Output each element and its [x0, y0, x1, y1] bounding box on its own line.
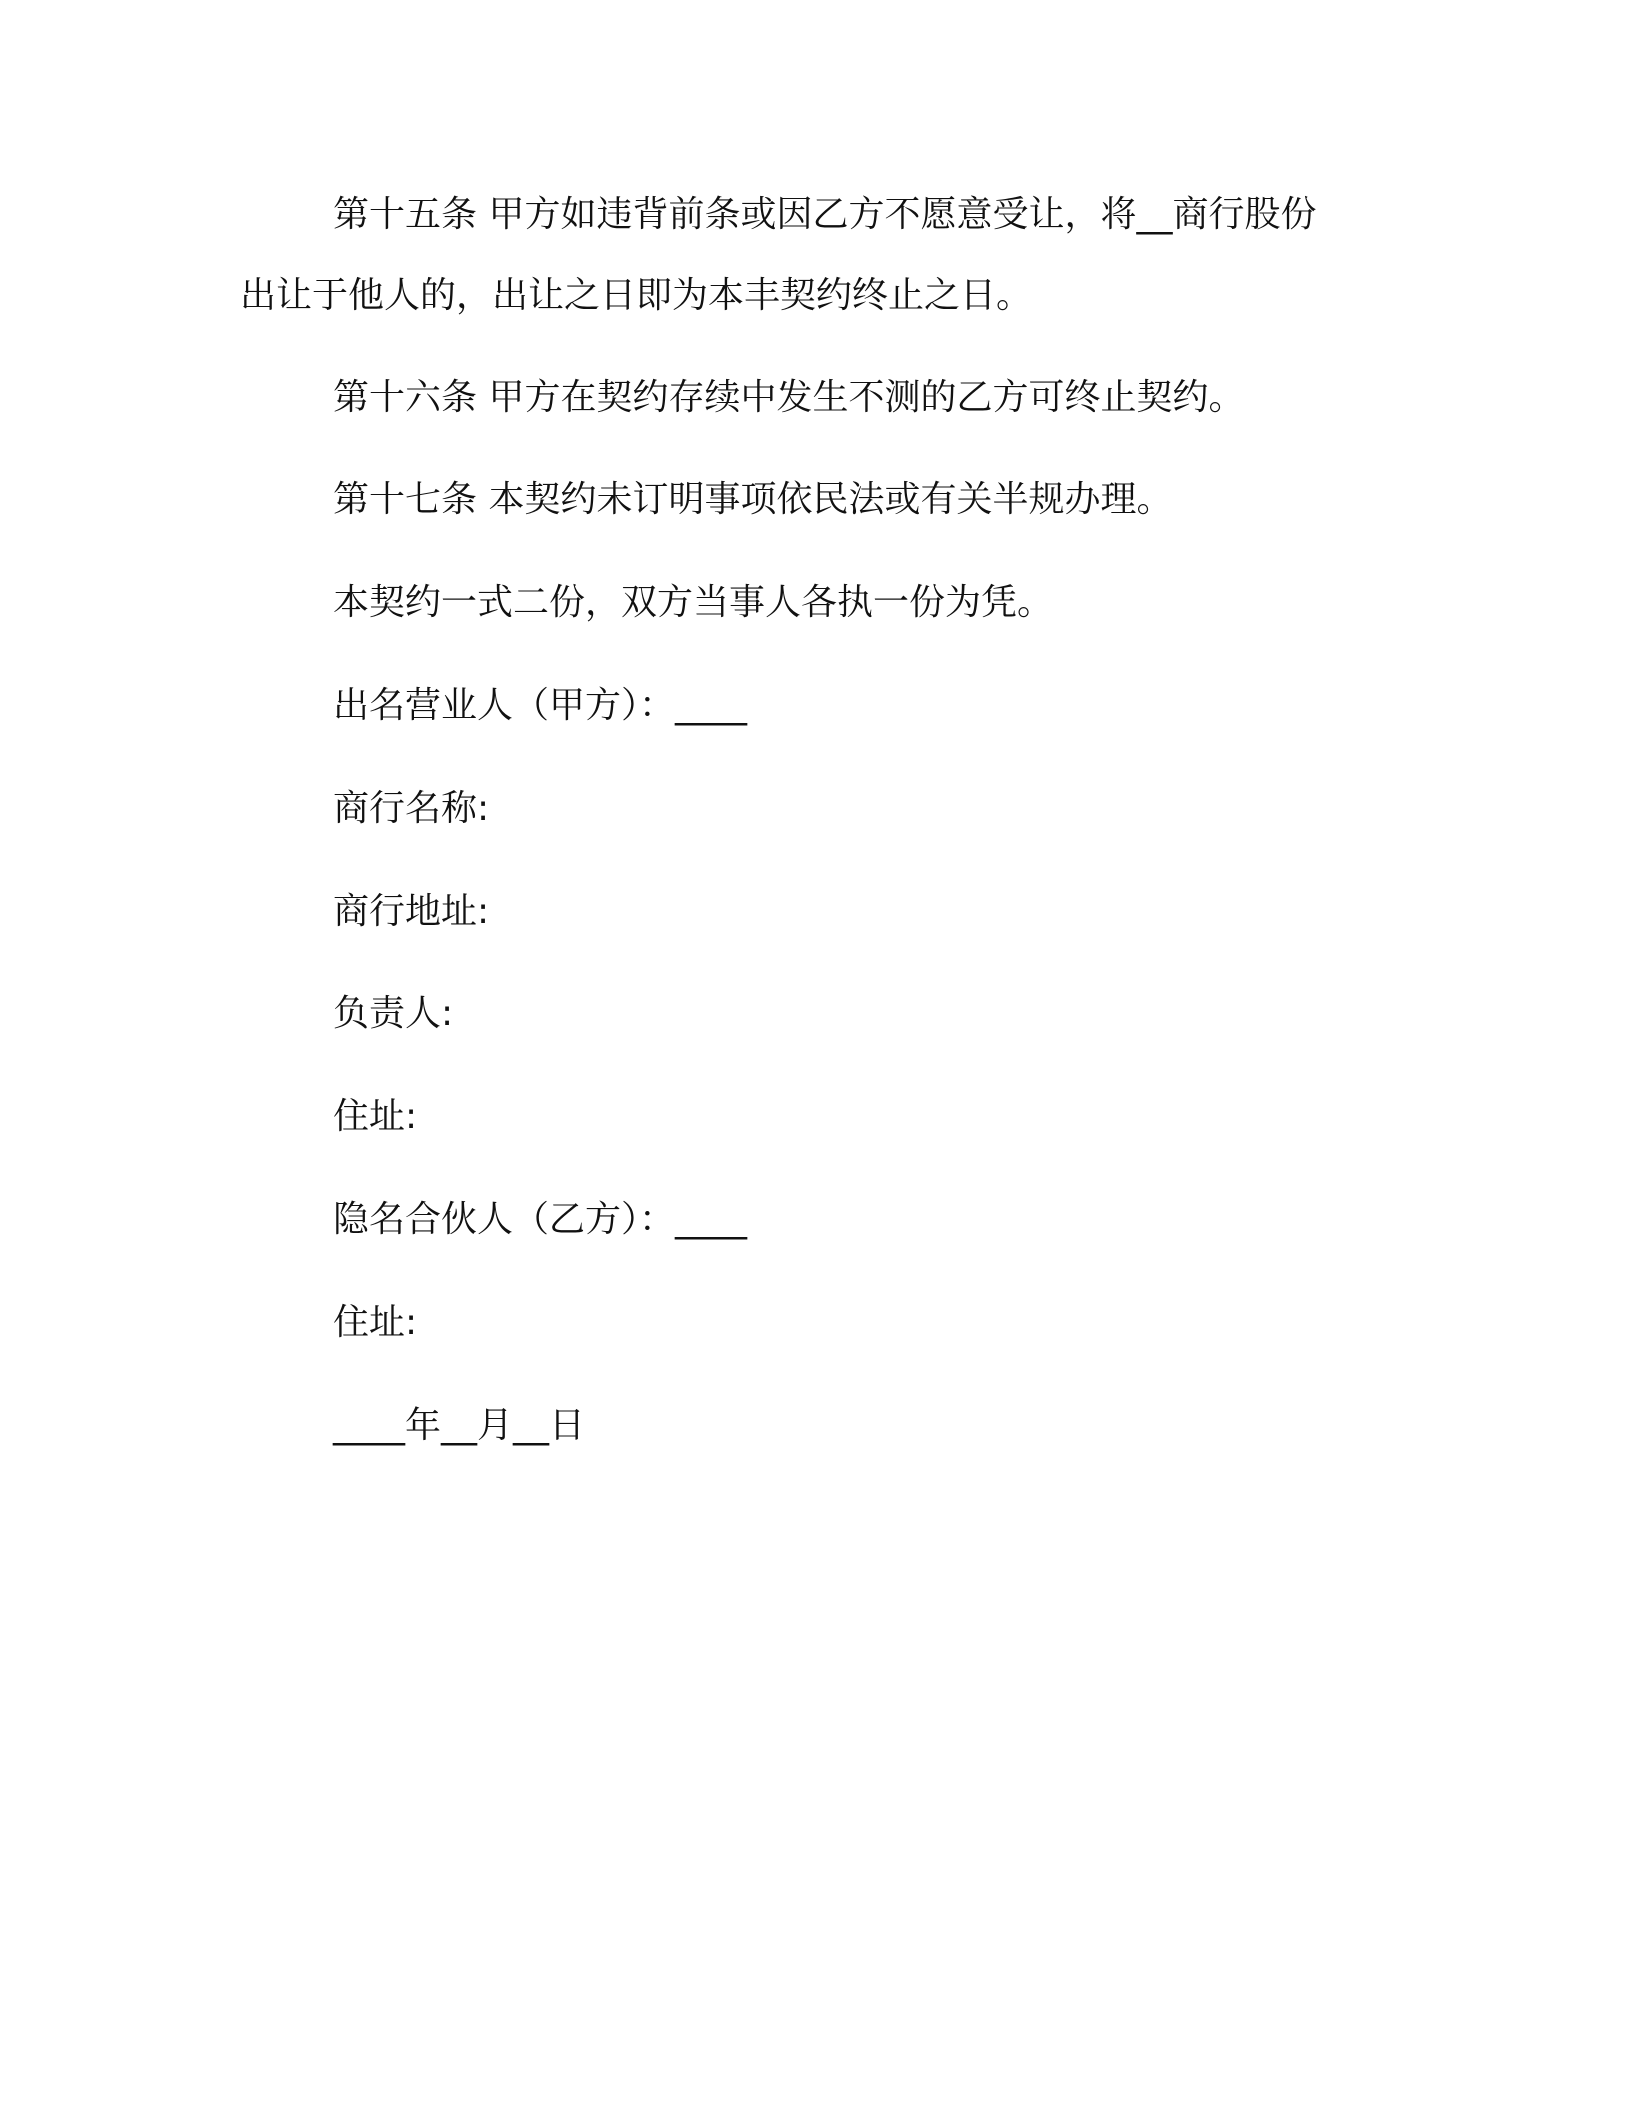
copies-clause: 本契约一式二份，双方当事人各执一份为凭。: [333, 582, 1054, 623]
article-15-line-2: 出让于他人的，出让之日即为本丰契约终止之日。: [240, 275, 1033, 316]
date-line: ____年__月__日: [333, 1405, 586, 1446]
article-17: 第十七条 本契约未订明事项依民法或有关半规办理。: [333, 479, 1173, 520]
party-a-label: 出名营业人（甲方）：____: [333, 685, 748, 726]
article-15-line-1: 第十五条 甲方如违背前条或因乙方不愿意受让，将__商行股份: [333, 194, 1317, 235]
party-b-label: 隐名合伙人（乙方）：____: [333, 1199, 748, 1240]
article-16: 第十六条 甲方在契约存续中发生不测的乙方可终止契约。: [333, 377, 1245, 418]
shop-address-label: 商行地址:: [333, 891, 490, 932]
address-a-label: 住址:: [333, 1096, 418, 1137]
shop-name-label: 商行名称:: [333, 788, 490, 829]
address-b-label: 住址:: [333, 1302, 418, 1343]
person-in-charge-label: 负责人:: [333, 993, 454, 1034]
